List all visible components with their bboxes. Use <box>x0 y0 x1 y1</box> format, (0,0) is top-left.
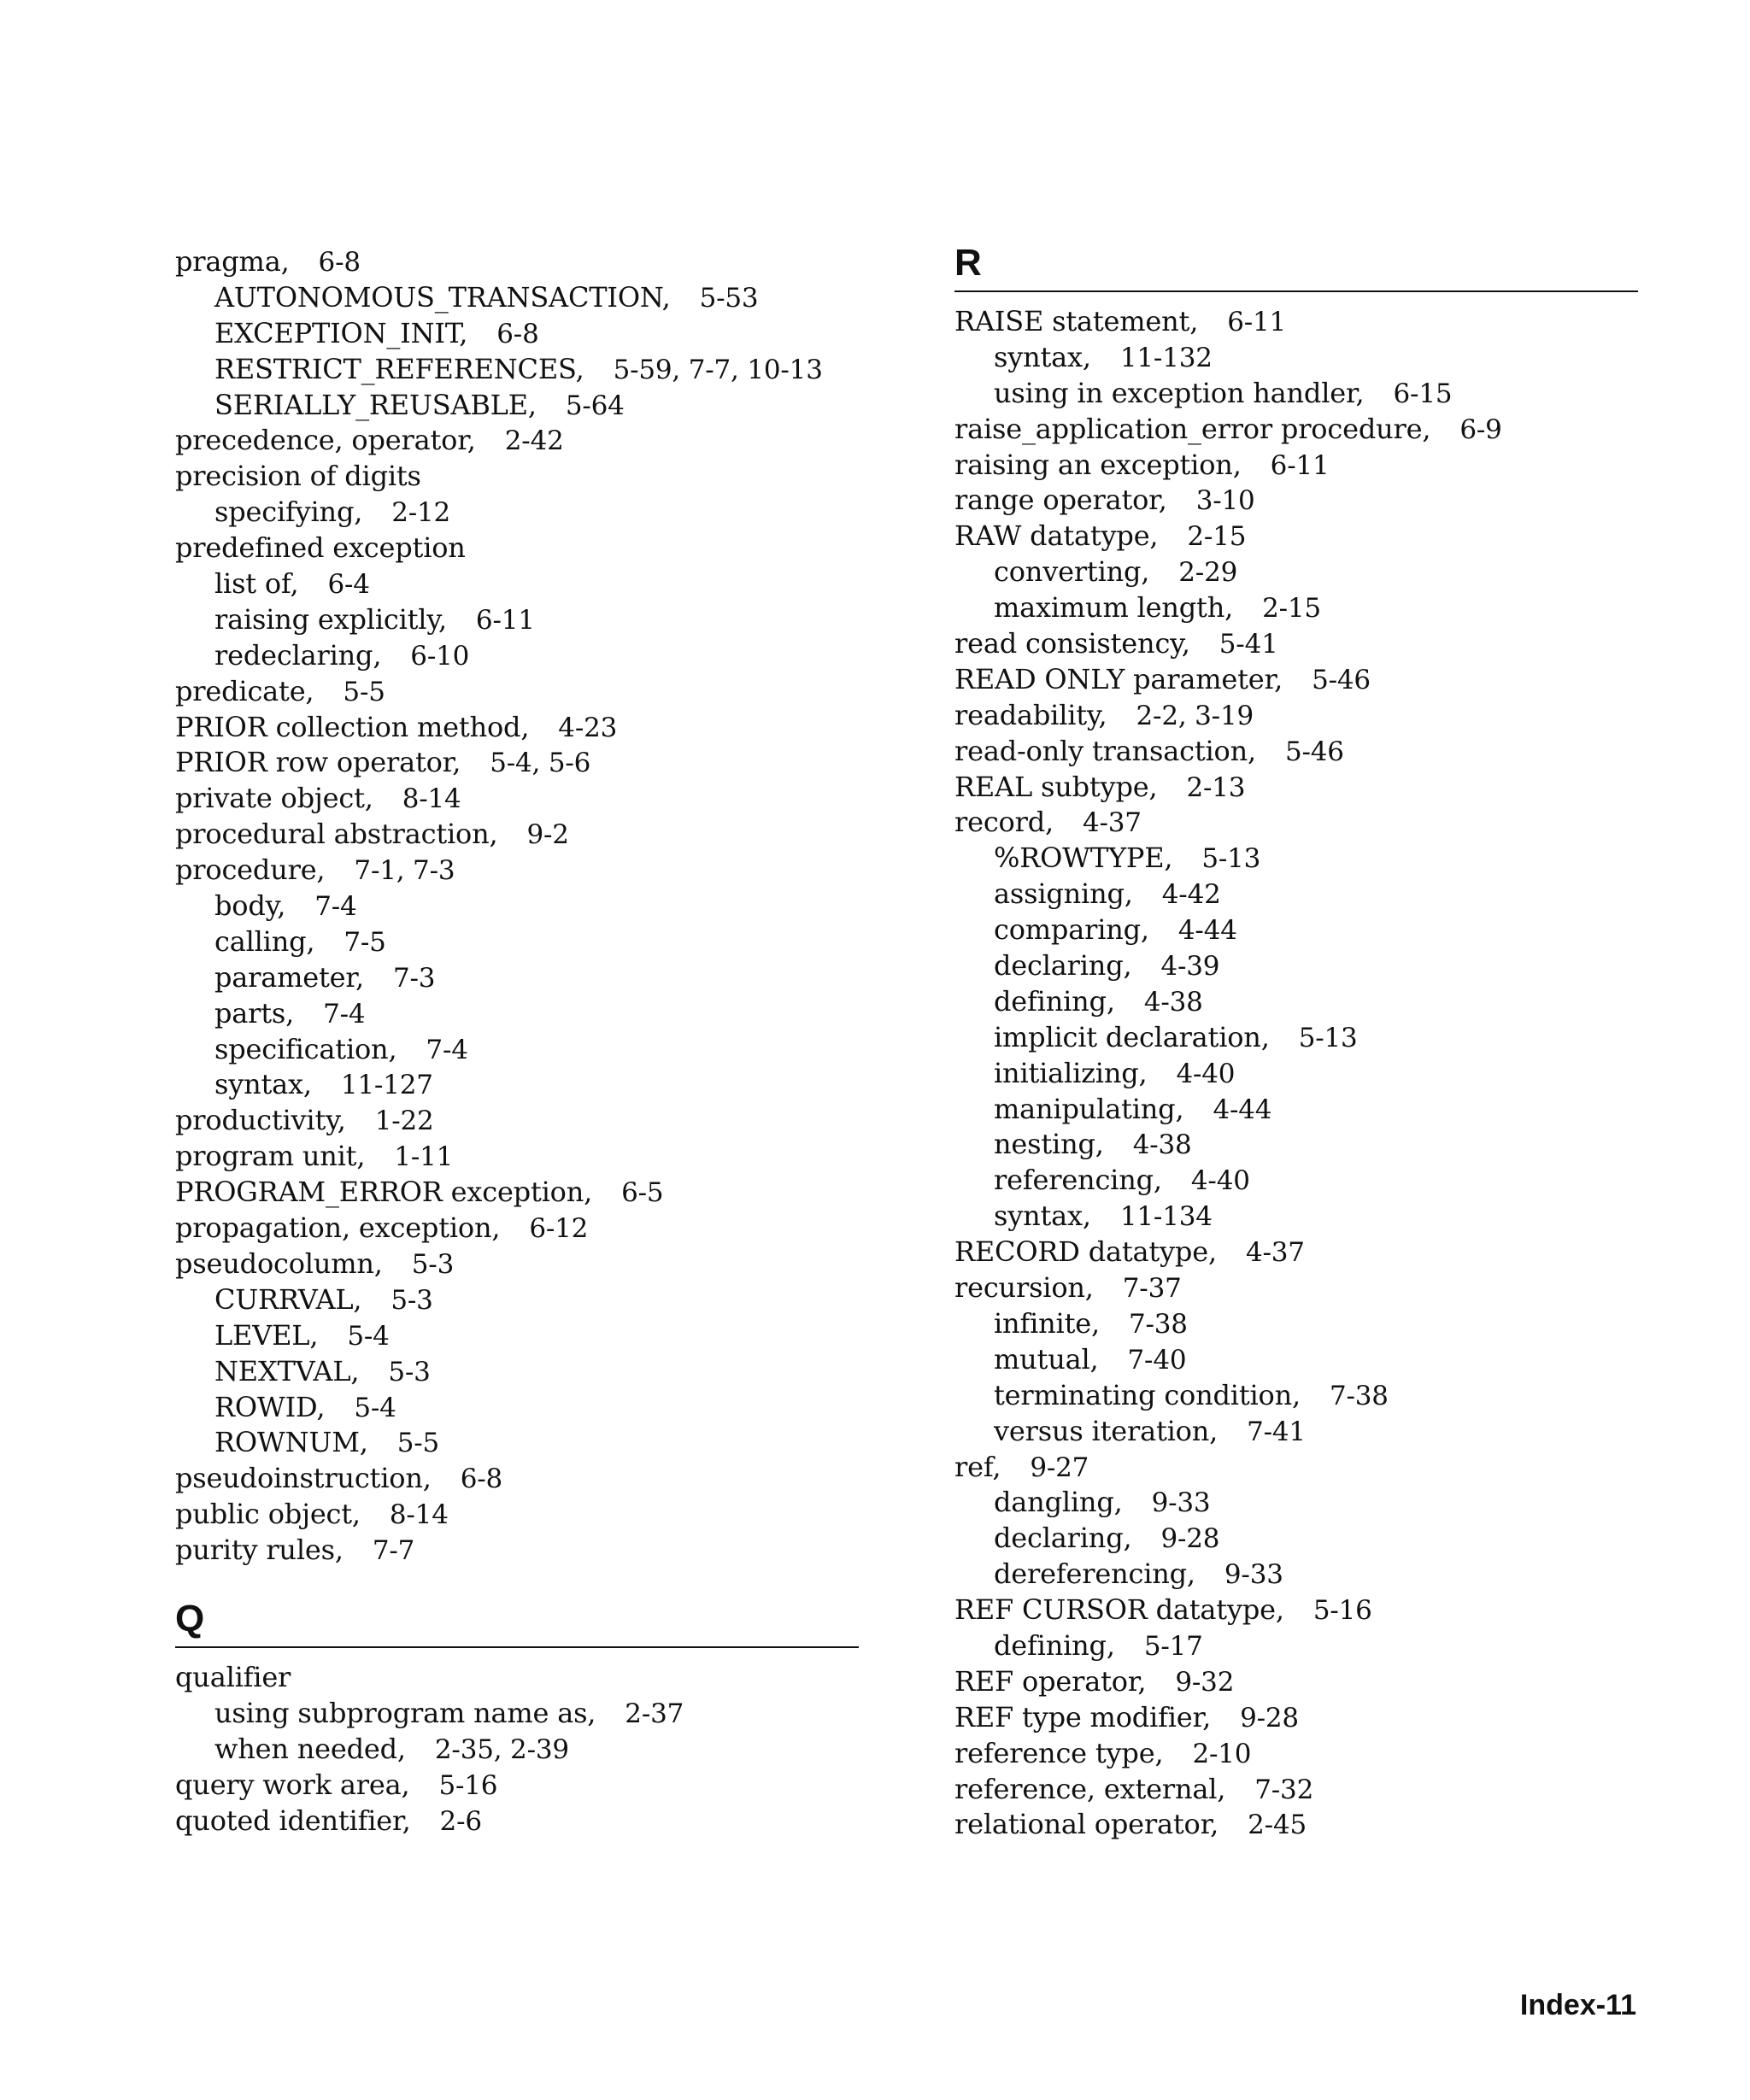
index-term: reference, external, <box>954 1772 1226 1805</box>
index-page-ref: 5-5 <box>396 1428 440 1459</box>
index-term: relational operator, <box>954 1808 1219 1841</box>
index-term: NEXTVAL, <box>214 1354 360 1387</box>
index-subentry <box>954 912 1638 948</box>
index-page-ref: 3-10 <box>1195 485 1255 517</box>
index-term: assigning, <box>994 877 1133 911</box>
index-subentry <box>954 590 1638 626</box>
index-entry <box>954 805 1638 841</box>
index-subentry <box>954 1557 1638 1593</box>
index-entry <box>954 698 1638 734</box>
index-term: referencing, <box>994 1164 1162 1197</box>
index-page-ref: 5-4, 5-6 <box>490 748 591 779</box>
index-term: pragma, <box>175 245 290 278</box>
index-subentry <box>175 388 859 424</box>
index-entry <box>175 1461 859 1497</box>
index-subentry <box>175 566 859 602</box>
index-entry <box>954 483 1638 519</box>
index-subentry <box>175 1067 859 1103</box>
index-entry <box>175 244 859 280</box>
index-page-ref: 5-3 <box>391 1284 433 1316</box>
index-page-ref: 5-46 <box>1312 664 1371 695</box>
index-page-ref: 4-38 <box>1132 1129 1192 1161</box>
index-subentry <box>175 602 859 638</box>
index-page-ref: 2-12 <box>391 497 451 529</box>
index-term: raising explicitly, <box>214 602 447 636</box>
index-term: propagation, exception, <box>175 1211 501 1245</box>
index-entry <box>954 662 1638 698</box>
index-term: purity rules, <box>175 1534 344 1567</box>
index-term: RAISE statement, <box>954 305 1199 337</box>
index-term: LEVEL, <box>214 1318 319 1352</box>
index-entry <box>175 459 859 495</box>
index-term: recursion, <box>954 1271 1094 1305</box>
index-term: predefined exception <box>175 531 466 565</box>
index-subentry <box>175 495 859 531</box>
index-term: PRIOR collection method, <box>175 710 530 743</box>
index-entry <box>954 1235 1638 1270</box>
index-page-ref: 6-9 <box>1459 414 1502 445</box>
index-entry <box>175 781 859 817</box>
index-term: initializing, <box>994 1056 1148 1089</box>
index-term: predicate, <box>175 674 314 707</box>
index-page-ref: 7-41 <box>1247 1416 1306 1447</box>
index-page-ref: 6-10 <box>410 640 470 672</box>
index-subentry <box>954 1306 1638 1342</box>
index-page-ref: 7-5 <box>344 926 386 958</box>
index-entry <box>175 817 859 853</box>
index-page-ref: 7-3 <box>392 962 436 994</box>
index-term: calling, <box>214 924 315 958</box>
index-entry <box>954 1807 1638 1843</box>
index-page-ref: 7-38 <box>1128 1308 1188 1340</box>
index-subentry <box>954 554 1638 590</box>
index-term: read-only transaction, <box>954 734 1256 767</box>
index-entry <box>175 531 859 566</box>
index-page-ref: 5-41 <box>1219 629 1278 660</box>
index-term: procedural abstraction, <box>175 818 498 851</box>
index-term: dangling, <box>994 1486 1123 1519</box>
index-page-ref: 2-13 <box>1186 771 1246 803</box>
index-term: public object, <box>175 1498 361 1531</box>
index-term: maximum length, <box>994 591 1234 625</box>
index-page-ref: 2-42 <box>504 425 564 457</box>
index-term: record, <box>954 806 1054 839</box>
index-term: procedure, <box>175 853 326 887</box>
index-term: infinite, <box>994 1306 1100 1340</box>
index-page-ref: 2-37 <box>625 1698 684 1729</box>
section-header-q <box>175 1597 859 1648</box>
index-term: defining, <box>994 1628 1115 1662</box>
index-page-ref: 4-40 <box>1190 1165 1250 1197</box>
index-term: body, <box>214 889 286 923</box>
index-entry <box>954 1700 1638 1736</box>
index-page-ref: 8-14 <box>389 1499 449 1531</box>
index-term: versus iteration, <box>994 1414 1219 1447</box>
index-entries-r <box>954 304 1638 1843</box>
index-entry <box>175 1533 859 1569</box>
index-entry <box>954 519 1638 554</box>
index-entry <box>175 1497 859 1533</box>
index-page-ref: 5-13 <box>1298 1022 1358 1053</box>
index-term: PROGRAM_ERROR exception, <box>175 1176 593 1209</box>
index-subentry <box>954 1521 1638 1557</box>
index-subentry <box>954 1092 1638 1128</box>
index-page-ref: 6-8 <box>460 1464 503 1495</box>
index-term: precision of digits <box>175 460 421 493</box>
index-term: REF CURSOR datatype, <box>954 1593 1284 1627</box>
index-page-ref: 5-4 <box>347 1320 390 1352</box>
index-page-ref: 9-33 <box>1151 1487 1211 1519</box>
index-page-ref: 7-1, 7-3 <box>354 855 455 887</box>
index-page-ref: 2-2, 3-19 <box>1136 700 1254 731</box>
index-page-ref: 7-7 <box>372 1535 415 1567</box>
index-subentry <box>954 1163 1638 1199</box>
index-term: query work area, <box>175 1768 410 1801</box>
index-page-ref: 4-40 <box>1176 1058 1236 1089</box>
index-subentry <box>954 1485 1638 1521</box>
index-term: read consistency, <box>954 627 1190 660</box>
index-subentry <box>175 638 859 674</box>
index-term: ROWID, <box>214 1390 326 1423</box>
index-entry <box>175 1660 859 1696</box>
index-term: REF type modifier, <box>954 1700 1212 1733</box>
index-page-ref: 2-15 <box>1262 593 1321 625</box>
index-entry <box>954 770 1638 806</box>
index-term: reference type, <box>954 1736 1164 1769</box>
index-entries-p <box>175 244 859 1569</box>
index-term: pseudocolumn, <box>175 1247 383 1280</box>
index-page-ref: 4-44 <box>1213 1094 1272 1125</box>
index-entry <box>954 734 1638 770</box>
index-page-ref: 9-27 <box>1030 1452 1089 1483</box>
index-entry <box>175 1768 859 1804</box>
index-term: SERIALLY_REUSABLE, <box>214 388 537 421</box>
index-entry <box>954 1450 1638 1486</box>
index-subentry <box>175 924 859 960</box>
index-page-ref: 6-11 <box>1270 449 1330 481</box>
index-term: raise_application_error procedure, <box>954 412 1431 445</box>
index-term: parts, <box>214 996 295 1029</box>
index-subentry <box>175 1354 859 1390</box>
index-subentry <box>954 1378 1638 1414</box>
index-page-ref: 5-3 <box>388 1356 431 1387</box>
index-page-ref: 8-14 <box>402 783 461 815</box>
section-letter-q: Q <box>175 1597 205 1640</box>
index-term: parameter, <box>214 960 364 994</box>
index-page-ref: 9-28 <box>1160 1523 1220 1555</box>
index-subentry <box>954 984 1638 1020</box>
index-term: CURRVAL, <box>214 1282 362 1316</box>
index-subentry <box>175 280 859 316</box>
index-page-ref: 5-5 <box>343 676 385 707</box>
index-term: PRIOR row operator, <box>175 746 461 779</box>
index-page-ref: 11-132 <box>1119 342 1213 373</box>
index-term: manipulating, <box>994 1092 1184 1125</box>
index-subentry <box>175 1282 859 1318</box>
index-subentry <box>954 1342 1638 1378</box>
index-entry <box>175 1103 859 1139</box>
index-term: AUTONOMOUS_TRANSACTION, <box>214 280 671 314</box>
index-subentry <box>954 1056 1638 1092</box>
index-term: ROWNUM, <box>214 1426 368 1459</box>
index-page-ref: 6-11 <box>475 604 535 636</box>
section-header-r <box>954 241 1638 292</box>
index-page-ref: 4-42 <box>1161 879 1221 911</box>
index-entry <box>954 304 1638 340</box>
index-term: declaring, <box>994 1522 1132 1555</box>
index-subentry <box>175 960 859 996</box>
index-page-ref: 11-127 <box>340 1070 433 1101</box>
index-subentry <box>175 1425 859 1461</box>
index-subentry <box>954 1127 1638 1163</box>
index-page-ref: 5-16 <box>1312 1595 1372 1627</box>
index-term: productivity, <box>175 1104 346 1137</box>
index-subentry <box>954 340 1638 376</box>
index-term: readability, <box>954 698 1107 731</box>
index-page-ref: 6-11 <box>1227 307 1287 337</box>
index-page-ref: 11-134 <box>1119 1201 1213 1233</box>
index-entry <box>954 1270 1638 1306</box>
index-entry <box>175 1211 859 1247</box>
index-term: private object, <box>175 782 373 815</box>
index-entry <box>954 626 1638 662</box>
index-term: REAL subtype, <box>954 770 1158 803</box>
index-page-ref: 9-32 <box>1175 1666 1235 1698</box>
index-page-ref: 5-4 <box>354 1392 396 1423</box>
index-page-ref: 4-38 <box>1143 986 1203 1018</box>
index-subentry <box>175 1696 859 1732</box>
index-page-ref: 5-53 <box>699 282 759 314</box>
index-page-ref: 4-37 <box>1082 807 1142 839</box>
index-page-ref: 6-5 <box>621 1177 664 1209</box>
index-term: redeclaring, <box>214 638 382 672</box>
index-page-ref: 9-2 <box>526 819 569 851</box>
index-term: quoted identifier, <box>175 1804 411 1837</box>
index-subentry <box>175 1390 859 1426</box>
index-subentry <box>175 316 859 352</box>
index-subentry <box>954 877 1638 912</box>
index-term: RESTRICT_REFERENCES, <box>214 352 584 385</box>
index-term: RECORD datatype, <box>954 1235 1217 1269</box>
index-term: dereferencing, <box>994 1557 1195 1591</box>
index-page-ref: 7-32 <box>1254 1774 1314 1805</box>
index-term: pseudoinstruction, <box>175 1462 432 1495</box>
index-page-ref: 6-8 <box>496 318 539 349</box>
index-term: raising an exception, <box>954 448 1242 481</box>
index-page-ref: 4-39 <box>1160 951 1220 983</box>
index-page-ref: 1-22 <box>374 1106 434 1137</box>
index-term: REF operator, <box>954 1664 1147 1698</box>
index-page-ref: 6-12 <box>529 1213 589 1245</box>
index-term: using subprogram name as, <box>214 1696 596 1729</box>
index-term: RAW datatype, <box>954 519 1159 553</box>
index-entry <box>175 1247 859 1282</box>
index-page-ref: 7-38 <box>1329 1380 1389 1411</box>
index-page-ref: 6-8 <box>318 247 361 278</box>
index-page-ref: 9-28 <box>1240 1702 1299 1733</box>
index-term: list of, <box>214 567 299 601</box>
index-page-ref: 5-46 <box>1284 736 1344 767</box>
index-term: qualifier <box>175 1660 291 1693</box>
index-term: implicit declaration, <box>994 1020 1270 1053</box>
index-entries-q <box>175 1660 859 1839</box>
index-page-ref: 2-29 <box>1178 557 1238 589</box>
index-entry <box>175 1175 859 1211</box>
index-entry <box>954 412 1638 448</box>
page-number: Index-11 <box>1519 1989 1636 2021</box>
index-entry <box>175 853 859 889</box>
index-entry <box>175 1804 859 1839</box>
index-page-ref: 5-3 <box>411 1248 455 1280</box>
index-term: terminating condition, <box>994 1378 1301 1411</box>
index-entry <box>175 710 859 746</box>
index-subentry <box>175 352 859 388</box>
index-entry <box>954 1664 1638 1700</box>
index-subentry <box>954 1020 1638 1056</box>
index-page-ref: 7-4 <box>323 998 366 1029</box>
index-entry <box>954 1736 1638 1772</box>
index-term: READ ONLY parameter, <box>954 662 1283 695</box>
index-term: syntax, <box>994 1200 1091 1233</box>
index-page-ref: 5-13 <box>1201 843 1261 875</box>
index-page-ref: 6-15 <box>1393 378 1453 409</box>
index-subentry <box>954 1414 1638 1450</box>
index-subentry <box>954 841 1638 877</box>
index-term: using in exception handler, <box>994 376 1365 409</box>
index-entry <box>175 423 859 459</box>
index-term: declaring, <box>994 949 1132 983</box>
index-page-ref: 5-59, 7-7, 10-13 <box>613 354 823 385</box>
index-term: defining, <box>994 984 1115 1018</box>
index-page-ref: 2-6 <box>439 1805 482 1837</box>
index-term: converting, <box>994 555 1150 589</box>
index-page-ref: 5-16 <box>438 1769 498 1801</box>
index-page-ref: 6-4 <box>327 569 370 601</box>
index-page-ref: 5-17 <box>1143 1630 1203 1662</box>
index-page-ref: 4-37 <box>1245 1237 1305 1269</box>
index-term: %ROWTYPE, <box>994 842 1173 875</box>
index-term: precedence, operator, <box>175 424 476 457</box>
index-page-ref: 2-15 <box>1187 521 1247 553</box>
index-page-ref: 4-23 <box>558 712 618 743</box>
index-subentry <box>954 1628 1638 1664</box>
index-term: mutual, <box>994 1342 1099 1376</box>
index-term: specification, <box>214 1032 397 1065</box>
section-letter-r: R <box>954 242 982 284</box>
index-entry <box>954 1593 1638 1628</box>
index-term: comparing, <box>994 913 1149 947</box>
index-page-ref: 2-35, 2-39 <box>434 1733 569 1765</box>
index-term: program unit, <box>175 1140 366 1173</box>
index-entry <box>175 1139 859 1175</box>
index-page-ref: 1-11 <box>394 1141 454 1173</box>
index-entry <box>954 448 1638 484</box>
index-term: range operator, <box>954 484 1167 517</box>
index-subentry <box>175 889 859 924</box>
index-page-ref: 2-10 <box>1192 1738 1252 1769</box>
index-term: nesting, <box>994 1128 1104 1161</box>
index-subentry <box>954 948 1638 984</box>
index-entry <box>175 745 859 781</box>
index-subentry <box>954 1199 1638 1235</box>
index-page-ref: 7-37 <box>1122 1273 1182 1305</box>
index-column-left <box>175 244 859 1839</box>
index-page-ref: 4-44 <box>1177 915 1237 947</box>
index-subentry <box>175 996 859 1032</box>
index-term: syntax, <box>994 340 1091 373</box>
index-term: syntax, <box>214 1068 312 1101</box>
index-term: when needed, <box>214 1732 406 1765</box>
index-page-ref: 5-64 <box>565 390 625 421</box>
index-page-ref: 9-33 <box>1224 1559 1283 1591</box>
index-subentry <box>954 376 1638 412</box>
index-term: EXCEPTION_INIT, <box>214 316 468 349</box>
index-column-right <box>954 244 1638 1843</box>
index-page-ref: 2-45 <box>1248 1810 1307 1841</box>
index-term: ref, <box>954 1450 1001 1483</box>
index-term: specifying, <box>214 496 363 529</box>
index-page-ref: 7-4 <box>426 1034 468 1065</box>
index-subentry <box>175 1032 859 1068</box>
index-subentry <box>175 1318 859 1354</box>
index-entry <box>954 1772 1638 1808</box>
index-page-ref: 7-4 <box>314 891 357 923</box>
index-entry <box>175 674 859 710</box>
index-subentry <box>175 1732 859 1768</box>
index-page-ref: 7-40 <box>1127 1344 1187 1376</box>
